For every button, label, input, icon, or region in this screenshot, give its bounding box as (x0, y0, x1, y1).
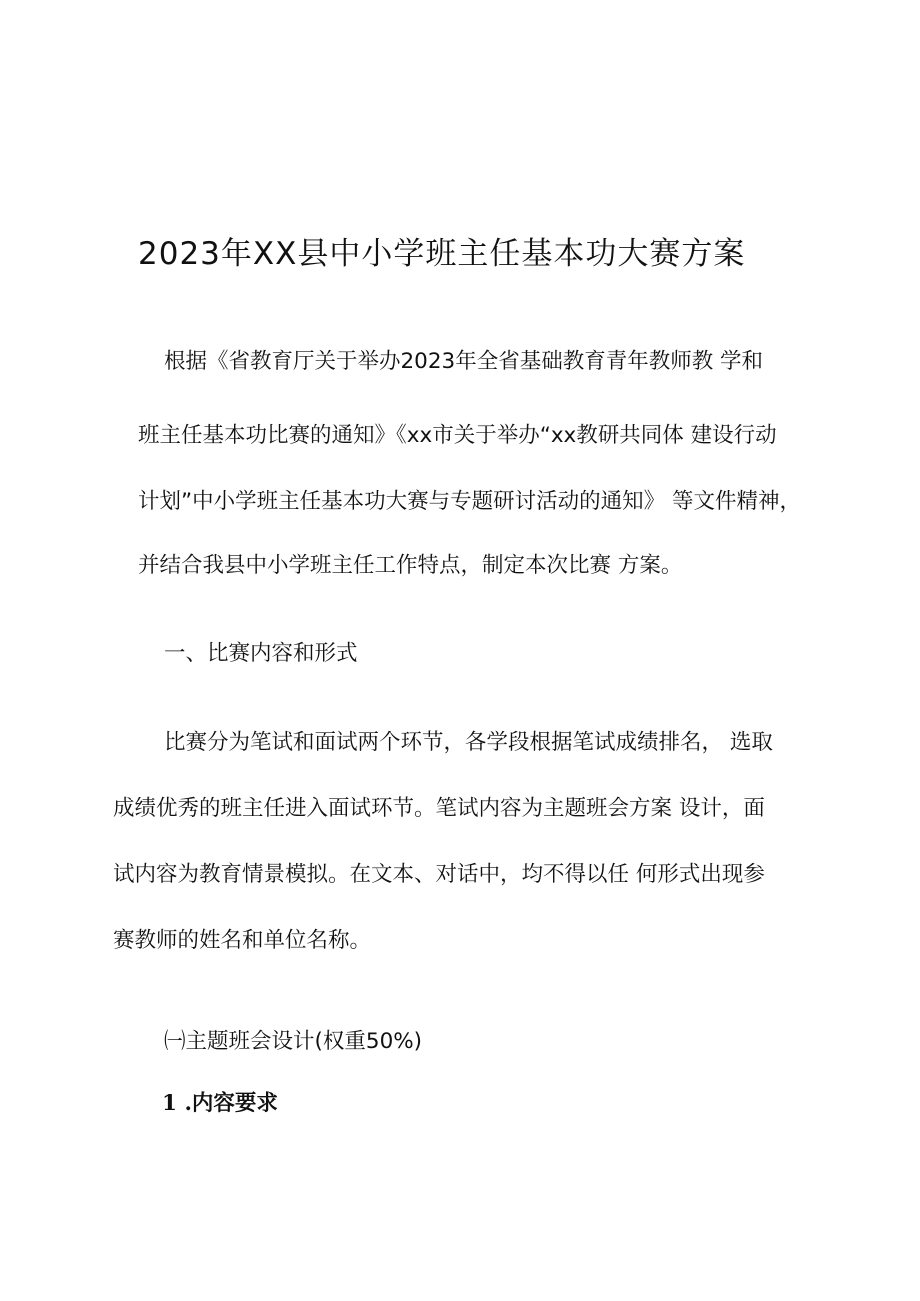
item-heading: 1 .内容要求 (162, 1091, 278, 1116)
intro-line-2: 班主任基本功比赛的通知》《xx市关于举办“xx教研共同体 建设行动 (138, 423, 777, 448)
section-line-3: 试内容为教育情景模拟。在文本、对话中，均不得以任 何形式出现参 (113, 862, 765, 887)
section-line-1: 比赛分为笔试和面试两个环节，各学段根据笔试成绩排名， 选取 (164, 730, 773, 755)
document-title: 2023年XX县中小学班主任基本功大赛方案 (138, 236, 746, 272)
intro-line-3: 计划”中小学班主任基本功大赛与专题研讨活动的通知》 等文件精神， (138, 489, 801, 514)
section-line-2: 成绩优秀的班主任进入面试环节。笔试内容为主题班会方案 设计，面 (113, 796, 765, 821)
section-line-4: 赛教师的姓名和单位名称。 (113, 928, 372, 953)
intro-line-4: 并结合我县中小学班主任工作特点，制定本次比赛 方案。 (138, 553, 683, 578)
intro-line-1: 根据《省教育厅关于举办2023年全省基础教育青年教师教 学和 (164, 349, 764, 374)
section-heading: 一、比赛内容和形式 (164, 641, 358, 666)
subsection-heading: ㈠主题班会设计(权重50%) (164, 1029, 423, 1054)
